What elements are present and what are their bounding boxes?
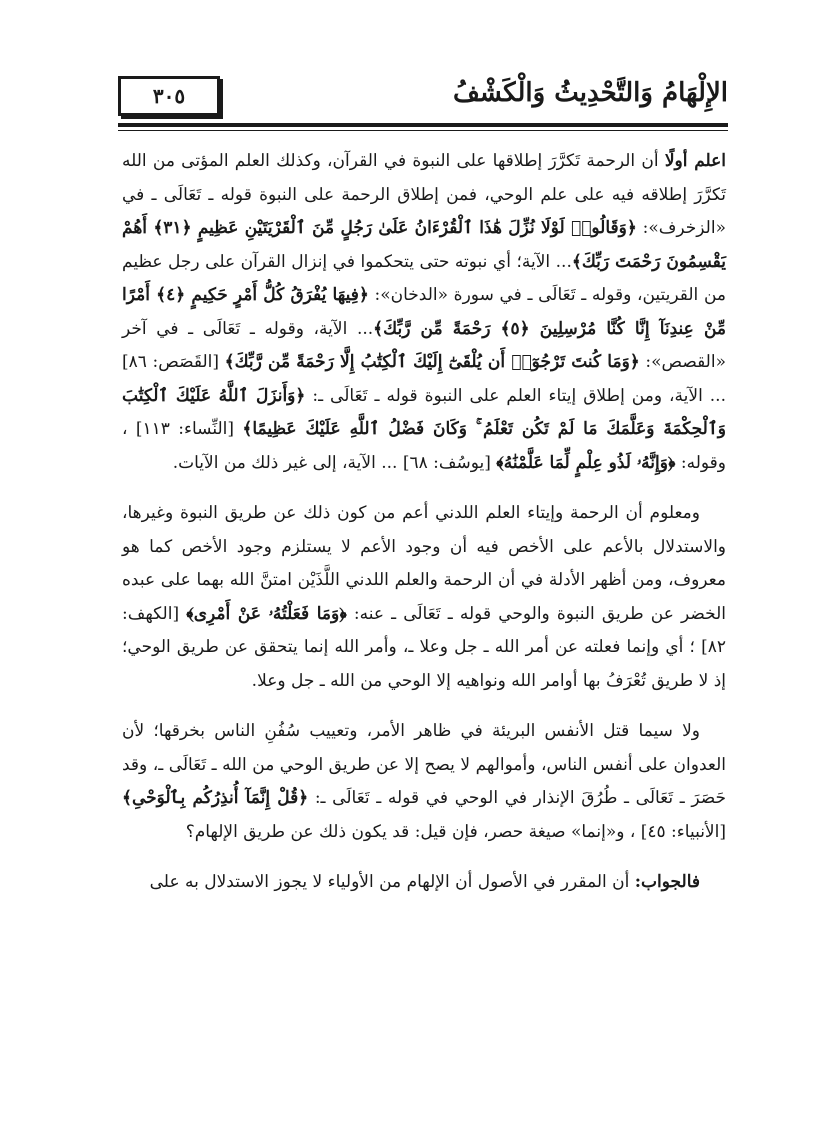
body-text: ... الآية؛ أي نبوته حتى يتحكموا في إنزال القرآن على رجل عظيم من القريتين، وقوله ـ تَعَالَى ـ في سورة «الدخان»:	[122, 251, 726, 305]
quran-verse: ﴿وَمَا فَعَلْتُهُۥ عَنْ أَمْرِى﴾	[186, 603, 347, 624]
quran-verse: ﴿فِيهَا يُفْرَقُ كُلُّ أَمْرٍ حَكِيمٍ ﴿٤﴾ أَمْرًا مِّنْ عِندِنَآ إِنَّا كُنَّا مُرْسِلِينَ ﴿٥﴾ رَحْمَةً مِّن رَّبِّكَ﴾	[122, 285, 727, 339]
page-number: ٣٠٥	[152, 84, 186, 108]
body-text: ومعلوم أن الرحمة وإيتاء العلم اللدني أعم من كون ذلك عن طريق النبوة وغيرها، والاستدلال بالأعم على الأخص فيه أن وجود الأعم لا يستلزم وجود الأخص كما هو معروف، ومن أظهر الأدلة في أن الرحمة والعلم اللدني اللَّذَيْن امتنَّ الله بهما على عبده الخضر عن طريق النبوة والوحي قوله ـ تَعَالَى ـ عنه:	[122, 503, 726, 624]
body-text: ... الآية، إلى غير ذلك من الآيات.	[172, 452, 403, 473]
verse-reference: [يوسُف: ٦٨]	[402, 452, 497, 473]
body-text: ؛ أي وإنما فعلته عن أمر الله ـ جل وعلا ـ، وأمر الله إنما يتحقق عن طريق الوحي؛ إذ لا طريق تُعْرَفُ بها أوامر الله ونواهيه إلا الوحي من الله ـ جل وعلا.	[122, 637, 726, 691]
verse-reference: [القَصَص: ٨٦]	[122, 352, 225, 372]
lead-word: اعلم أولًا	[664, 151, 726, 171]
paragraph-1	[122, 145, 726, 480]
page-header	[118, 74, 728, 120]
body-text: ، وقوله:	[122, 419, 726, 473]
page-body	[122, 145, 726, 917]
body-text: ... الآية، وقوله ـ تَعَالَى ـ في آخر «القصص»:	[122, 318, 726, 372]
body-text: أن المقرر في الأصول أن الإلهام من الأولياء لا يجوز الاستدلال به على	[149, 872, 635, 892]
verse-reference: [الكهف: ٨٢]	[122, 603, 726, 657]
header-rule-thick	[118, 123, 728, 127]
body-text: أن الرحمة تَكرَّرَ إطلاقها على النبوة في القرآن، وكذلك العلم المؤتى من الله تَكرَّرَ إطلاقه فيه على علم الوحي، فمن إطلاق الرحمة على النبوة قوله ـ تَعَالَى ـ في «الزخرف»:	[122, 151, 726, 238]
verse-reference: [النِّساء: ١١٣]	[135, 419, 243, 439]
paragraph-4	[122, 866, 726, 900]
body-text: ولا سيما قتل الأنفس البريئة في ظاهر الأمر، وتعييب سُفُنِ الناس بخرقها؛ لأن العدوان على أنفس الناس، وأموالهم لا يصح إلا عن طريق الوحي من الله ـ تَعَالَى ـ، وقد حَصَرَ ـ تَعَالَى ـ طُرُقَ الإنذار في الوحي في قوله ـ تَعَالَى ـ:	[122, 721, 727, 808]
paragraph-3	[122, 715, 726, 849]
lead-word: فالجواب:	[634, 872, 700, 892]
paragraph-2	[122, 497, 726, 698]
header-rule-thin	[118, 130, 728, 131]
quran-verse: ﴿وَأَنزَلَ ٱللَّهُ عَلَيْكَ ٱلْكِتَٰبَ وَٱلْحِكْمَةَ وَعَلَّمَكَ مَا لَمْ تَكُن تَعْلَمُ ۚ وَكَانَ فَضْلُ ٱللَّهِ عَلَيْكَ عَظِيمًا﴾	[122, 385, 726, 439]
verse-reference: [الأنبياء: ٤٥]	[640, 821, 726, 842]
quran-verse: ﴿وَمَا كُنتَ تَرْجُوٓا۟ أَن يُلْقَىٰٓ إِلَيْكَ ٱلْكِتَٰبُ إِلَّا رَحْمَةً مِّن رَّبِّكَ﴾	[224, 352, 640, 372]
page-number-box	[118, 76, 220, 116]
quran-verse: ﴿قُلْ إِنَّمَآ أُنذِرُكُم بِٱلْوَحْىِ﴾	[122, 788, 309, 808]
quran-verse: ﴿وَإِنَّهُۥ لَذُو عِلْمٍ لِّمَا عَلَّمْنَٰهُ﴾	[496, 452, 676, 473]
page-title: الإِلْهَامُ وَالتَّحْدِيثُ وَالْكَشْفُ	[453, 78, 728, 108]
body-text: ... الآية، ومن إطلاق إيتاء العلم على النبوة قوله ـ تَعَالَى ـ:	[305, 385, 726, 406]
quran-verse: ﴿وَقَالُوا۟ لَوْلَا نُزِّلَ هَٰذَا ٱلْقُرْءَانُ عَلَىٰ رَجُلٍ مِّنَ ٱلْقَرْيَتَيْنِ عَظِيمٍ ﴿٣١﴾ أَهُمْ يَقْسِمُونَ رَحْمَتَ رَبِّكَ﴾	[122, 218, 726, 272]
body-text: ، و«إنما» صيغة حصر، فإن قيل: قد يكون ذلك عن طريق الإلهام؟	[185, 821, 641, 842]
